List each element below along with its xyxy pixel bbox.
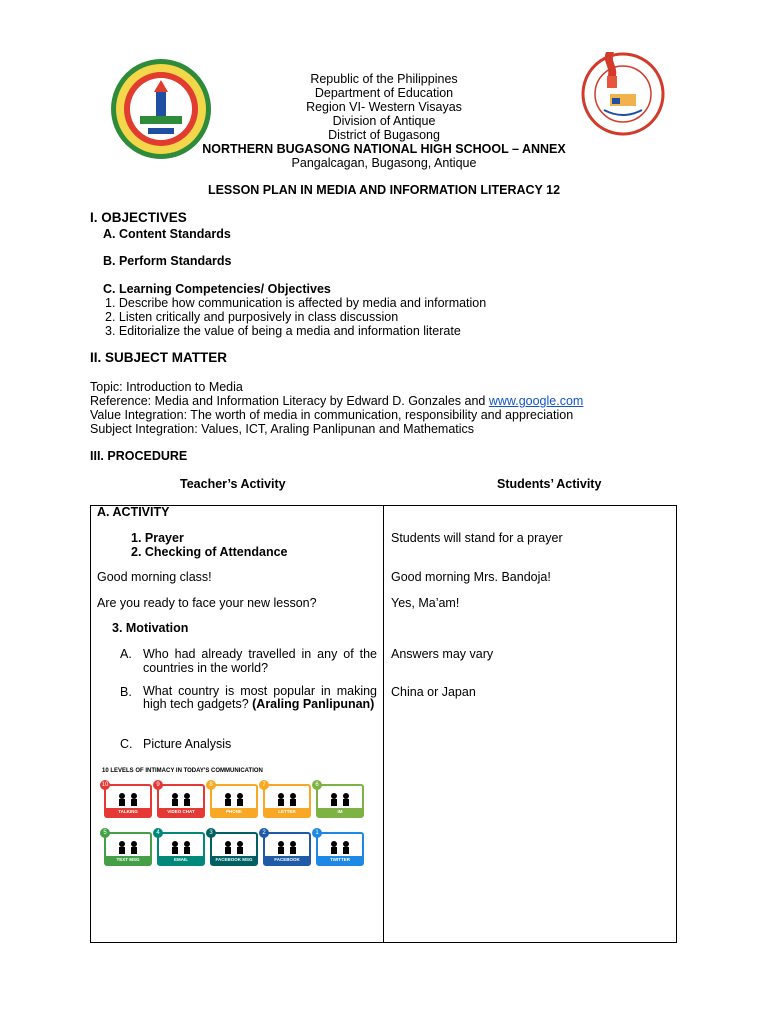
intimacy-infographic bbox=[102, 766, 368, 872]
question-b-body: What country is most popular in making high tech gadgets? bbox=[143, 684, 377, 711]
people-figure-icon bbox=[222, 792, 246, 806]
lesson-plan-title: LESSON PLAN IN MEDIA AND INFORMATION LITERACY 12 bbox=[207, 183, 561, 197]
objective-item: 1. Describe how communication is affected by media and information bbox=[105, 296, 487, 310]
intimacy-level-cell bbox=[104, 832, 152, 866]
header-school-address: Pangalcagan, Bugasong, Antique bbox=[291, 156, 477, 170]
intimacy-level-number: 2 bbox=[259, 828, 269, 838]
intimacy-level-number: 4 bbox=[153, 828, 163, 838]
header-region: Region VI- Western Visayas bbox=[306, 100, 462, 114]
subject-matter-heading: II. SUBJECT MATTER bbox=[90, 350, 228, 365]
intimacy-level-cell bbox=[101, 782, 152, 818]
motivation-heading: 3. Motivation bbox=[112, 621, 189, 635]
question-a-letter: A. bbox=[120, 647, 132, 661]
intimacy-level-number: 10 bbox=[101, 782, 109, 788]
intimacy-level-cell bbox=[157, 832, 205, 866]
intimacy-level-number: 6 bbox=[312, 780, 322, 790]
people-figure-icon bbox=[328, 792, 352, 806]
people-figure-icon bbox=[275, 792, 299, 806]
student-prayer: Students will stand for a prayer bbox=[391, 531, 563, 545]
header-republic: Republic of the Philippines bbox=[310, 72, 458, 86]
teacher-activity-header: Teacher’s Activity bbox=[180, 477, 286, 491]
people-figure-icon bbox=[116, 840, 140, 854]
intimacy-level-label: EMAIL bbox=[159, 856, 203, 864]
objective-item: 3. Editorialize the value of being a media and information literate bbox=[105, 324, 461, 338]
topic: Topic: Introduction to Media bbox=[90, 380, 243, 394]
perform-standards: B. Perform Standards bbox=[103, 254, 232, 268]
intimacy-level-label: FACEBOOK MSG bbox=[212, 856, 256, 864]
people-figure-icon bbox=[222, 840, 246, 854]
student-yes: Yes, Ma’am! bbox=[391, 596, 460, 610]
content-standards: A. Content Standards bbox=[103, 227, 231, 241]
objective-item: 2. Listen critically and purposively in class discussion bbox=[105, 310, 399, 324]
question-b-subject: (Araling Panlipunan) bbox=[252, 697, 375, 711]
question-b-text bbox=[143, 685, 377, 711]
attendance-item: 2. Checking of Attendance bbox=[131, 545, 288, 559]
reference bbox=[90, 394, 583, 408]
table-column-divider bbox=[383, 505, 384, 943]
intimacy-level-number: 7 bbox=[259, 780, 269, 790]
intimacy-level-label: TWITTER bbox=[318, 856, 362, 864]
people-figure-icon bbox=[169, 840, 193, 854]
people-figure-icon bbox=[169, 792, 193, 806]
people-figure-icon bbox=[116, 792, 140, 806]
intimacy-level-label: TEXT MSG bbox=[106, 856, 150, 864]
objectives-heading: I. OBJECTIVES bbox=[90, 210, 187, 225]
student-answers-vary: Answers may vary bbox=[391, 647, 494, 661]
question-c-text: Picture Analysis bbox=[143, 737, 232, 751]
procedure-heading: III. PROCEDURE bbox=[90, 449, 188, 463]
activity-heading: A. ACTIVITY bbox=[97, 505, 170, 519]
intimacy-level-label: TALKING bbox=[106, 808, 150, 816]
header-department: Department of Education bbox=[314, 86, 454, 100]
intimacy-level-number: 5 bbox=[100, 828, 110, 838]
intimacy-level-cell bbox=[262, 830, 311, 870]
intimacy-level-cell bbox=[263, 784, 311, 818]
people-figure-icon bbox=[328, 840, 352, 854]
teacher-greeting: Good morning class! bbox=[97, 570, 212, 584]
intimacy-level-label: PHONE bbox=[212, 808, 256, 816]
intimacy-level-label: LETTER bbox=[265, 808, 309, 816]
intimacy-level-label: IM bbox=[318, 808, 362, 816]
prayer-item: 1. Prayer bbox=[131, 531, 184, 545]
infographic-title: 10 LEVELS OF INTIMACY IN TODAY'S COMMUNICATION bbox=[102, 768, 263, 774]
intimacy-level-number: 3 bbox=[206, 828, 216, 838]
intimacy-level-cell bbox=[210, 784, 258, 818]
intimacy-level-label: FACEBOOK STATUS bbox=[265, 856, 309, 864]
header-division: Division of Antique bbox=[332, 114, 436, 128]
intimacy-level-cell bbox=[157, 784, 205, 818]
reference-text: Reference: Media and Information Literacy by Edward D. Gonzales and bbox=[90, 394, 489, 408]
students-activity-header: Students’ Activity bbox=[497, 477, 602, 491]
intimacy-level-cell bbox=[316, 832, 364, 866]
header-school-name: NORTHERN BUGASONG NATIONAL HIGH SCHOOL – ANNEX bbox=[202, 142, 566, 156]
value-integration: Value Integration: The worth of media in communication, responsibility and appreciation bbox=[90, 408, 574, 422]
intimacy-level-label: VIDEO CHAT bbox=[159, 808, 203, 816]
intimacy-level-cell bbox=[316, 784, 364, 818]
question-b-letter: B. bbox=[120, 685, 132, 699]
intimacy-level-number: 8 bbox=[206, 780, 216, 790]
intimacy-level-number: 1 bbox=[312, 828, 322, 838]
student-greeting: Good morning Mrs. Bandoja! bbox=[391, 570, 551, 584]
learning-competencies: C. Learning Competencies/ Objectives bbox=[103, 282, 331, 296]
question-a-text: Who had already travelled in any of the countries in the world? bbox=[143, 647, 377, 675]
teacher-ready-question: Are you ready to face your new lesson? bbox=[97, 596, 317, 610]
intimacy-level-number: 9 bbox=[153, 780, 163, 790]
google-link[interactable]: www.google.com bbox=[488, 394, 584, 408]
intimacy-level-cell bbox=[210, 832, 258, 866]
student-china-japan: China or Japan bbox=[391, 685, 476, 699]
subject-integration: Subject Integration: Values, ICT, Araling Panlipunan and Mathematics bbox=[90, 422, 475, 436]
people-figure-icon bbox=[275, 840, 299, 854]
header-district: District of Bugasong bbox=[328, 128, 440, 142]
question-c-letter: C. bbox=[120, 737, 133, 751]
